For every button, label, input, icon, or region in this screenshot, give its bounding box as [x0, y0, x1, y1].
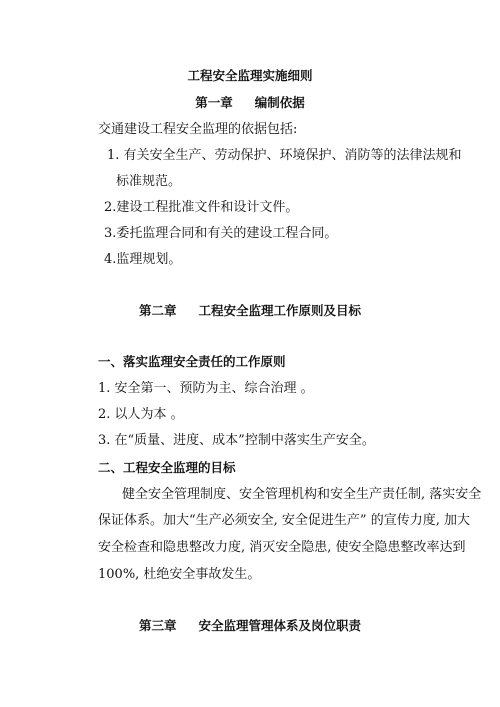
- principle-3: 3. 在“质量、进度、成本”控制中落实生产安全。: [98, 433, 375, 448]
- chapter-2-title: 工程安全监理工作原则及目标: [198, 303, 362, 318]
- chapter-1-intro: 交通建设工程安全监理的依据包括:: [98, 122, 298, 137]
- document-title: 工程安全监理实施细则: [187, 68, 313, 83]
- chapter-2-heading: [0, 303, 500, 319]
- chapter-3-title: 安全监理管理体系及岗位职责: [198, 618, 362, 633]
- chapter-1-number: 第一章: [195, 95, 233, 110]
- basis-item-1-line-2: 标准规范。: [116, 174, 182, 189]
- section-2-heading: 二、工程安全监理的目标: [98, 460, 236, 475]
- basis-item-3: 3.委托监理合同和有关的建设工程合同。: [104, 226, 338, 241]
- chapter-2-number: 第二章: [138, 303, 177, 318]
- target-paragraph-line-2: 保证体系。加大“生产必须安全, 安全促进生产” 的宣传力度, 加大: [98, 513, 470, 528]
- basis-item-2: 2.建设工程批准文件和设计文件。: [104, 200, 299, 215]
- target-paragraph-line-3: 安全检查和隐患整改力度, 消灭安全隐患, 使安全隐患整改率达到: [98, 540, 466, 555]
- basis-item-4: 4.监理规划。: [104, 252, 182, 267]
- chapter-3-number: 第三章: [138, 618, 177, 633]
- chapter-1-title: 编制依据: [254, 95, 305, 110]
- principle-1: 1. 安全第一、预防为主、综合治理 。: [98, 381, 314, 396]
- section-1-heading: 一、落实监理安全责任的工作原则: [98, 354, 286, 369]
- target-paragraph-line-1: 健全安全管理制度、安全管理机构和安全生产责任制, 落实安全: [122, 487, 482, 502]
- chapter-1-heading: [0, 95, 500, 111]
- principle-2: 2. 以人为本 。: [98, 407, 184, 422]
- chapter-3-heading: [0, 618, 500, 634]
- basis-item-1-line-1: 1. 有关安全生产、劳动保护、环境保护、消防等的法律法规和: [107, 148, 462, 163]
- target-paragraph-line-4: 100%, 杜绝安全事故发生。: [98, 567, 261, 582]
